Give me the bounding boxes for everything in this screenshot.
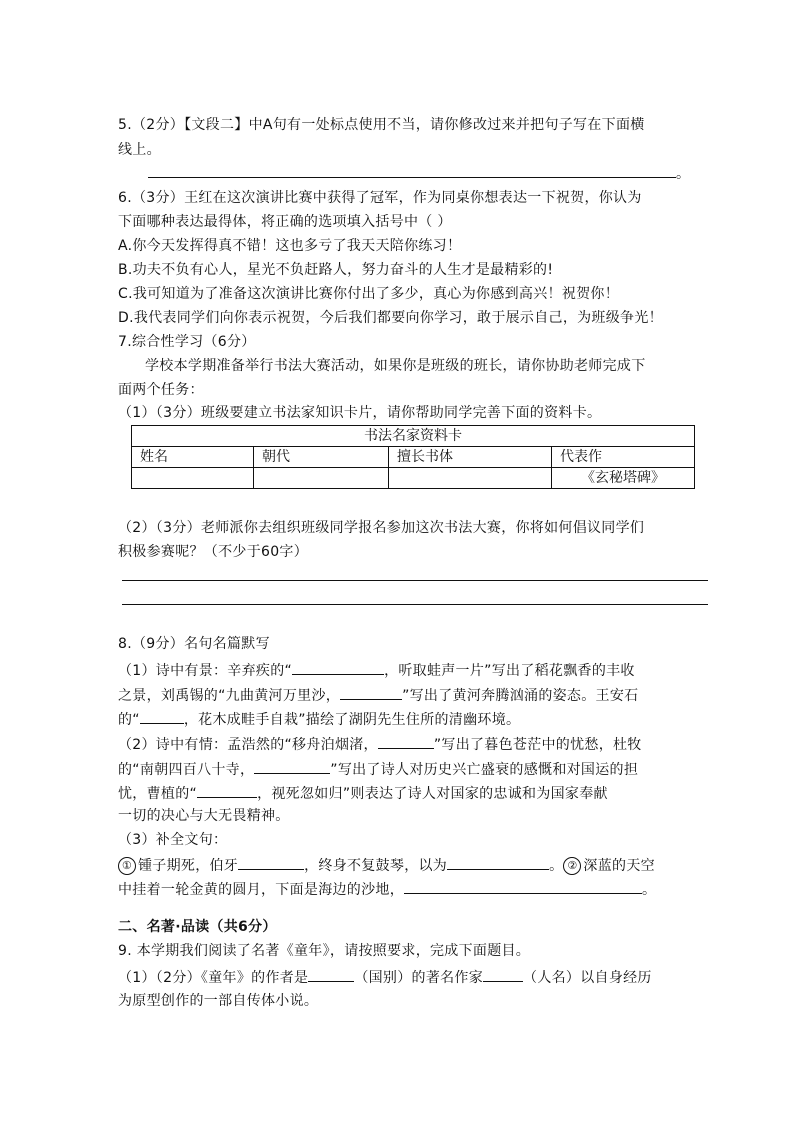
card-cell-script[interactable] — [389, 468, 552, 489]
text: ”写出了黄河奔腾汹涌的姿态。王安石 — [402, 688, 639, 704]
q7-task1: （1）（3分）班级要建立书法家知识卡片，请你帮助同学完善下面的资料卡。 — [118, 405, 602, 421]
q8-part1-line2 — [118, 684, 638, 706]
q8-blank-5[interactable] — [254, 758, 330, 774]
circled-number-1: ① — [118, 857, 136, 875]
q8-part2-line3 — [118, 782, 608, 804]
q9-part1-line2: 为原型创作的一部自传体小说。 — [118, 993, 319, 1009]
text: 的“ — [118, 712, 140, 728]
q5-answer-blank[interactable] — [148, 162, 676, 178]
text: 。 — [549, 858, 564, 874]
text: （1）（2分）《童年》的作者是 — [118, 970, 309, 986]
q8-blank-6[interactable] — [197, 782, 257, 798]
q9-blank-country[interactable] — [308, 966, 354, 982]
card-cell-masterpiece: 《玄秘塔碑》 — [552, 468, 695, 489]
q6-option-b[interactable]: B.功夫不负有心人，星光不负赶路人，努力奋斗的人生才是最精彩的! — [118, 262, 554, 278]
text: ，花木成畦手自栽”描绘了湖阴先生住所的清幽环境。 — [183, 712, 521, 728]
q8-part1-line3 — [118, 708, 520, 730]
q8-blank-1[interactable] — [292, 659, 384, 675]
card-cell-dynasty[interactable] — [254, 468, 389, 489]
q5-answer-blank-row — [148, 162, 690, 184]
text: ”写出了诗人对历史兴亡盛衰的感慨和对国运的担 — [330, 762, 639, 778]
q9-intro: 9. 本学期我们阅读了名著《童年》，请按照要求，完成下面题目。 — [118, 943, 531, 959]
q7-intro-line2: 面两个任务： — [118, 382, 204, 398]
q7-answer-line-2[interactable] — [122, 604, 708, 605]
text: 之景，刘禹锡的“九曲黄河万里沙， — [118, 688, 341, 704]
q6-line1: 6.（3分）王红在这次演讲比赛中获得了冠军，作为同桌你想表达一下祝贺，你认为 — [118, 190, 642, 206]
card-header-dynasty: 朝代 — [254, 447, 389, 468]
text: ，终身不复鼓琴，以为 — [304, 858, 448, 874]
q5-line1: 5.（2分）【文段二】中A句有一处标点使用不当，请你修改过来并把句子写在下面横 — [118, 117, 645, 133]
section-2-title: 二、名著·品读（共6分） — [118, 919, 277, 935]
text: 锺子期死，伯牙 — [138, 858, 239, 874]
q7-task2-line2: 积极参赛呢？（不少于60字） — [118, 544, 309, 560]
text: （2）诗中有情：孟浩然的“移舟泊烟渚， — [118, 737, 378, 753]
q7-intro-line1: 学校本学期准备举行书法大赛活动，如果你是班级的班长，请你协助老师完成下 — [145, 358, 646, 374]
q5-end-mark: 。 — [676, 166, 691, 182]
q9-part1-line1 — [118, 966, 652, 988]
q7-task2-line1: （2）（3分）老师派你去组织班级同学报名参加这次书法大赛，你将如何倡议同学们 — [118, 520, 645, 536]
q6-option-d[interactable]: D.我代表同学们向你表示祝贺，今后我们都要向你学习，敢于展示自己，为班级争光！ — [118, 310, 663, 326]
q8-blank-2[interactable] — [340, 684, 402, 700]
card-header-name: 姓名 — [132, 447, 254, 468]
text: ，视死忽如归”则表达了诗人对国家的忠诚和为国家奉献 — [257, 786, 608, 802]
q8-part1-line1 — [118, 659, 635, 681]
q6-line2: 下面哪种表达最得体，将正确的选项填入括号中（ ） — [118, 214, 452, 230]
text: 忧，曹植的“ — [118, 786, 198, 802]
text: 深蓝的天空 — [583, 858, 655, 874]
q9-blank-author[interactable] — [483, 966, 523, 982]
q8-blank-8[interactable] — [447, 854, 549, 870]
text: ”写出了暮色苍茫中的忧愁，杜牧 — [433, 737, 642, 753]
text: （1）诗中有景：辛弃疾的“ — [118, 663, 293, 679]
q8-part3-line1 — [118, 854, 655, 876]
q8-blank-7[interactable] — [238, 854, 304, 870]
q8-blank-3[interactable] — [140, 708, 184, 724]
text: 中挂着一轮金黄的圆月，下面是海边的沙地， — [118, 882, 404, 898]
text: 的“南朝四百八十寺， — [118, 762, 255, 778]
card-header-script: 擅长书体 — [389, 447, 552, 468]
circled-number-2: ② — [563, 857, 581, 875]
q8-part2-line2 — [118, 758, 638, 780]
q6-option-c[interactable]: C.我可知道为了准备这次演讲比赛你付出了多少，真心为你感到高兴！祝贺你！ — [118, 286, 620, 302]
calligrapher-info-card — [131, 425, 695, 489]
q8-blank-9[interactable] — [404, 878, 642, 894]
text: （人名）以自身经历 — [523, 970, 652, 986]
q7-answer-line-1[interactable] — [122, 580, 708, 581]
text: 。 — [642, 882, 657, 898]
text: （国别）的著名作家 — [354, 970, 484, 986]
q5-line2: 线上。 — [118, 142, 161, 158]
card-header-masterpiece: 代表作 — [552, 447, 695, 468]
text: ，听取蛙声一片”写出了稻花飘香的丰收 — [384, 663, 635, 679]
card-title: 书法名家资料卡 — [132, 426, 695, 447]
q8-part3-line2 — [118, 878, 656, 900]
q8-title: 8.（9分）名句名篇默写 — [118, 636, 270, 652]
q6-option-a[interactable]: A.你今天发挥得真不错！这也多亏了我天天陪你练习！ — [118, 238, 462, 254]
q8-part2-line4: 一切的决心与大无畏精神。 — [118, 808, 290, 824]
q8-part3-title: （3）补全文句： — [118, 832, 228, 848]
q8-part2-line1 — [118, 733, 642, 755]
q8-blank-4[interactable] — [378, 733, 434, 749]
q7-title: 7.综合性学习（6分） — [118, 334, 256, 350]
card-cell-name[interactable] — [132, 468, 254, 489]
